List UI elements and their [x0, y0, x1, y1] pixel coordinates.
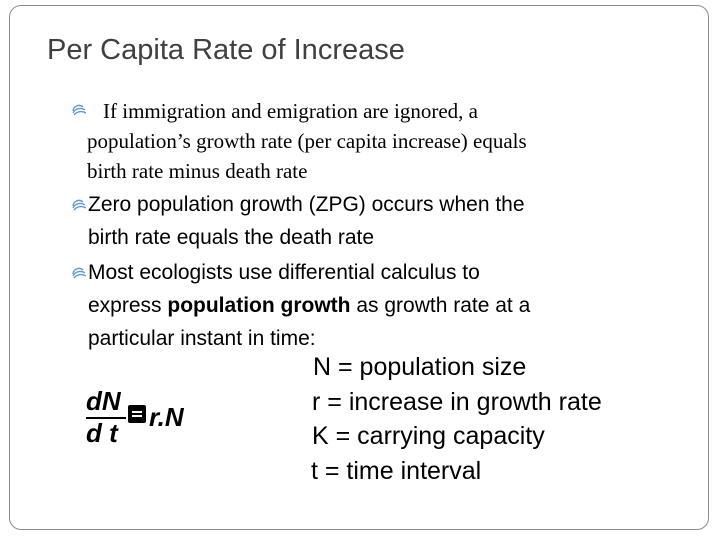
slide-title: Per Capita Rate of Increase [47, 34, 405, 66]
definitions-list [300, 350, 602, 488]
bullet-line: Most ecologists use differential calculus to [88, 261, 480, 284]
equals-box-icon [128, 405, 146, 423]
bullet-line: population’s growth rate (per capita increase) equals [87, 129, 527, 153]
bullet-line: If immigration and emigration are ignored, a [103, 99, 478, 123]
bullet-immigration [70, 96, 687, 186]
bullet-icon [70, 199, 86, 213]
bullet-emphasis: population growth [167, 294, 351, 317]
bullet-line [88, 289, 688, 322]
bullet-icon [70, 104, 86, 118]
bullet-line: particular instant in time: [88, 327, 316, 350]
definition-t: t = time interval [311, 456, 482, 485]
bullet-line: Zero population growth (ZPG) occurs when the [88, 193, 525, 216]
bullet-line: birth rate equals the death rate [88, 226, 375, 249]
definition-n: N = population size [313, 353, 527, 381]
definition-k: K = carrying capacity [312, 422, 545, 450]
formula-rhs: r.N [149, 402, 184, 432]
bullet-calculus [70, 256, 688, 355]
formula-numerator: dN [86, 386, 121, 416]
bullet-text: express [88, 294, 168, 317]
definition-r: r = increase in growth rate [312, 387, 602, 416]
formula-denominator: d t [86, 418, 118, 448]
bullet-zpg [70, 188, 688, 254]
bullet-icon [70, 267, 86, 281]
bullet-text: as growth rate at a [350, 294, 531, 317]
bullet-line: birth rate minus death rate [87, 159, 308, 183]
